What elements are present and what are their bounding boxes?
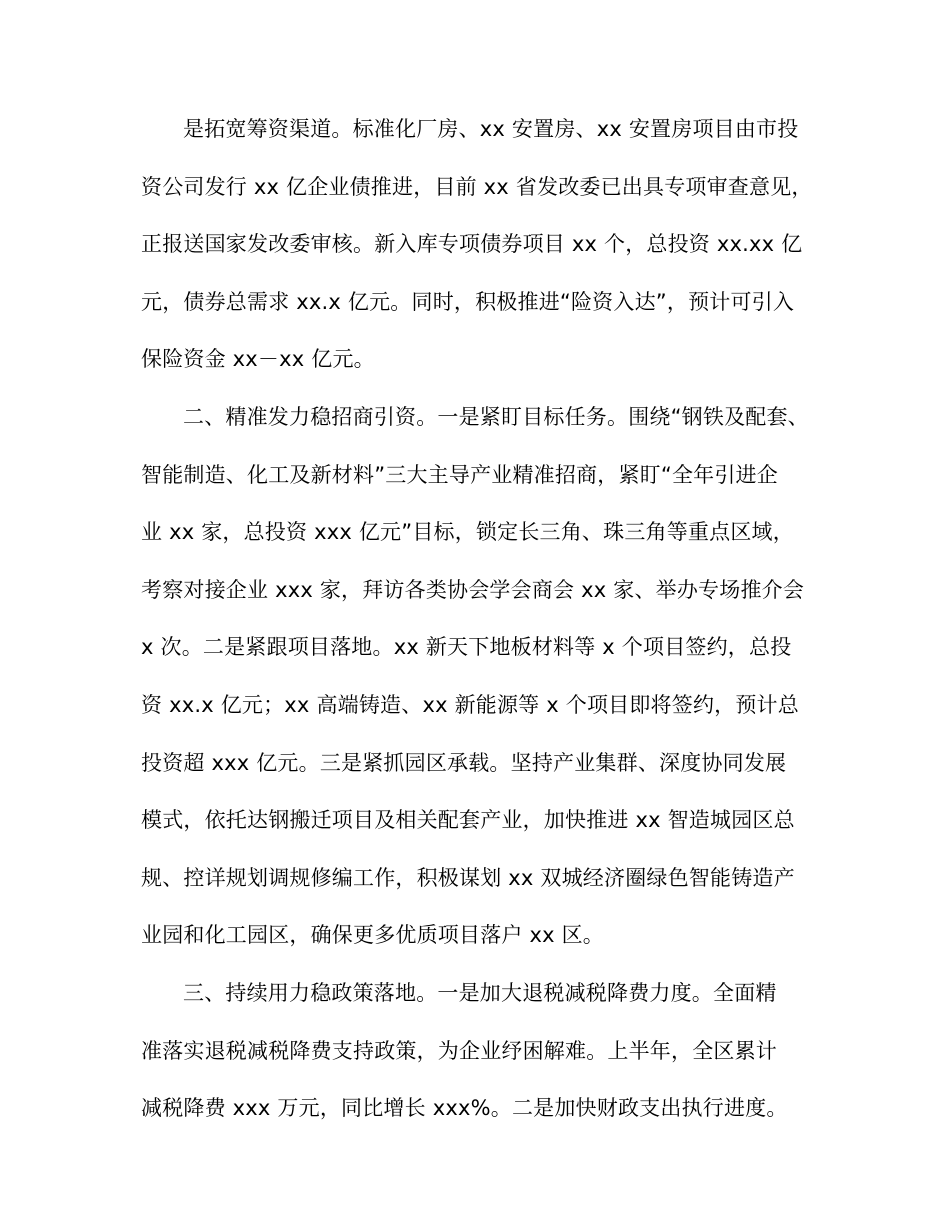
text-line: 投资超 xxx 亿元。三是紧抓园区承载。坚持产业集群、深度协同发展 (141, 750, 787, 775)
text-line: 智能制造、化工及新材料”三大主导产业精准招商，紧盯“全年引进企 (141, 462, 778, 487)
paragraph-investment-attraction (141, 397, 821, 973)
paragraph-funding-channels (141, 109, 821, 397)
text-line: 资 xx.x 亿元；xx 高端铸造、xx 新能源等 x 个项目即将签约，预计总 (141, 692, 799, 717)
text-line: 是拓宽筹资渠道。标准化厂房、xx 安置房、xx 安置房项目由市投 (183, 117, 799, 141)
text-line: 业园和化工园区，确保更多优质项目落户 xx 区。 (141, 923, 605, 948)
text-line: x 次。二是紧跟项目落地。xx 新天下地板材料等 x 个项目签约，总投 (141, 635, 792, 660)
text-line: 模式，依托达钢搬迁项目及相关配套产业，加快推进 xx 智造城园区总 (141, 808, 795, 833)
text-line: 资公司发行 xx 亿企业债推进，目前 xx 省发改委已出具专项审查意见， (141, 174, 813, 199)
text-line: 规、控详规划调规修编工作，积极谋划 xx 双城经济圈绿色智能铸造产 (141, 865, 795, 890)
text-line: 准落实退税减税降费支持政策，为企业纾困解难。上半年，全区累计 (141, 1038, 777, 1063)
paragraph-policy-implementation (141, 973, 821, 1146)
document-body (141, 109, 821, 1146)
text-line: 考察对接企业 xxx 家，拜访各类协会学会商会 xx 家、举办专场推介会 (141, 577, 805, 602)
text-line: 正报送国家发改委审核。新入库专项债券项目 xx 个，总投资 xx.xx 亿 (141, 232, 803, 257)
text-line: 二、精准发力稳招商引资。一是紧盯目标任务。围绕“钢铁及配套、 (183, 404, 809, 429)
text-line: 三、持续用力稳政策落地。一是加大退税减税降费力度。全面精 (183, 980, 777, 1005)
text-line: 保险资金 xx－xx 亿元。 (141, 347, 375, 372)
text-line: 业 xx 家，总投资 xxx 亿元”目标，锁定长三角、珠三角等重点区域， (141, 520, 794, 545)
text-line: 元，债券总需求 xx.x 亿元。同时，积极推进“险资入达”，预计可引入 (141, 289, 795, 314)
text-line: 减税降费 xxx 万元，同比增长 xxx%。二是加快财政支出执行进度。 (141, 1096, 788, 1121)
